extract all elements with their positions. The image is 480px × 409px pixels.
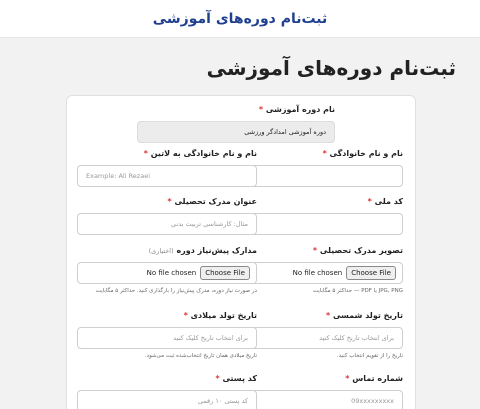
choose-file-button[interactable]: Choose File xyxy=(200,266,250,280)
file-status: No file chosen xyxy=(146,269,197,277)
degree-title-label: عنوان مدرک تحصیلی * xyxy=(167,197,257,206)
degree-title-field xyxy=(77,196,257,235)
full-name-latin-field xyxy=(77,148,257,187)
postal-code-input[interactable]: کد پستی ۱۰ رقمی xyxy=(77,390,257,409)
full-name-latin-input[interactable]: Example: Ali Rezaei xyxy=(77,165,257,187)
course-input[interactable]: دوره آموزشی امدادگر ورزشی xyxy=(137,121,335,143)
birth-solar-label: تاریخ تولد شمسی * xyxy=(325,311,403,320)
header-title: ثبت‌نام دوره‌های آموزشی xyxy=(152,10,328,27)
registration-form xyxy=(66,95,416,409)
phone-label: شماره تماس * xyxy=(345,374,403,383)
degree-image-label: تصویر مدرک تحصیلی * xyxy=(312,246,403,255)
birth-solar-input[interactable]: برای انتخاب تاریخ کلیک کنید xyxy=(216,327,403,349)
choose-file-button[interactable]: Choose File xyxy=(346,266,396,280)
top-bar xyxy=(0,0,480,38)
birth-gregorian-hint: تاریخ میلادی همان تاریخ انتخاب‌شده ثبت می‌شود. xyxy=(144,353,257,359)
full-name-latin-label: نام و نام خانوادگی به لاتین * xyxy=(143,149,257,158)
prerequisite-file-input[interactable] xyxy=(77,262,257,284)
national-code-label: کد ملی * xyxy=(367,197,403,206)
file-status: No file chosen xyxy=(292,269,343,277)
prerequisite-hint: در صورت نیاز دوره، مدرک پیش‌نیاز را بارگذاری کنید. حداکثر ۵ مگابایت xyxy=(95,288,257,294)
birth-solar-hint: تاریخ را از تقویم انتخاب کنید. xyxy=(336,353,403,359)
page-title: ثبت‌نام دوره‌های آموزشی xyxy=(206,56,456,80)
course-field xyxy=(137,104,335,143)
course-label: نام دوره آموزشی * xyxy=(258,105,335,114)
degree-image-hint: JPG, PNG یا PDF — حداکثر ۵ مگابایت xyxy=(312,288,403,294)
birth-gregorian-input[interactable]: برای انتخاب تاریخ کلیک کنید xyxy=(77,327,257,349)
prerequisite-label: مدارک پیش‌نیاز دوره (اختیاری) xyxy=(148,246,257,255)
postal-code-label: کد پستی * xyxy=(215,374,257,383)
degree-title-input[interactable]: مثال: کارشناسی تربیت بدنی xyxy=(77,213,257,235)
full-name-label: نام و نام خانوادگی * xyxy=(322,149,403,158)
postal-code-field xyxy=(77,373,257,409)
prerequisite-field xyxy=(77,245,257,294)
phone-input[interactable]: 09xxxxxxxxx xyxy=(216,390,403,409)
birth-gregorian-label: تاریخ تولد میلادی * xyxy=(183,311,257,320)
birth-gregorian-field xyxy=(77,310,257,359)
